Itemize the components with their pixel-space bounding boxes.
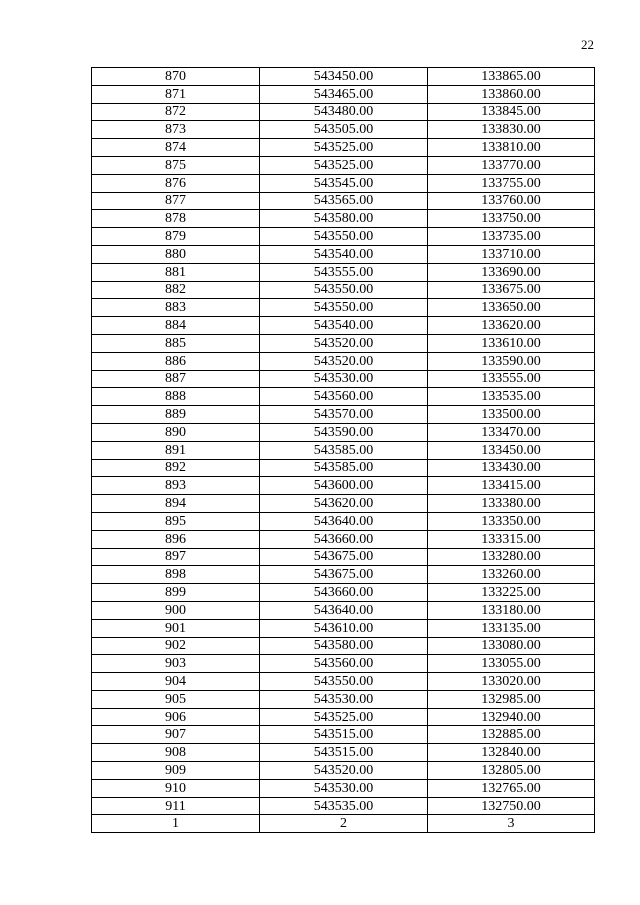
y-coordinate-cell: 133710.00 bbox=[428, 245, 595, 263]
y-coordinate-cell: 133770.00 bbox=[428, 156, 595, 174]
x-coordinate-cell: 543580.00 bbox=[260, 210, 428, 228]
x-coordinate-cell: 543620.00 bbox=[260, 495, 428, 513]
point-number-cell: 889 bbox=[92, 406, 260, 424]
point-number-cell: 896 bbox=[92, 530, 260, 548]
table-row bbox=[92, 441, 595, 459]
point-number-cell: 887 bbox=[92, 370, 260, 388]
table-row bbox=[92, 708, 595, 726]
column-number-2: 2 bbox=[260, 815, 428, 833]
point-number-cell: 886 bbox=[92, 352, 260, 370]
point-number-cell: 876 bbox=[92, 174, 260, 192]
point-number-cell: 906 bbox=[92, 708, 260, 726]
point-number-cell: 888 bbox=[92, 388, 260, 406]
page-number: 22 bbox=[581, 37, 594, 52]
x-coordinate-cell: 543555.00 bbox=[260, 263, 428, 281]
table-row bbox=[92, 263, 595, 281]
table-row bbox=[92, 548, 595, 566]
table-row bbox=[92, 566, 595, 584]
point-number-cell: 874 bbox=[92, 139, 260, 157]
table-row bbox=[92, 601, 595, 619]
point-number-cell: 900 bbox=[92, 601, 260, 619]
x-coordinate-cell: 543540.00 bbox=[260, 317, 428, 335]
y-coordinate-cell: 132885.00 bbox=[428, 726, 595, 744]
table-row bbox=[92, 299, 595, 317]
table-row bbox=[92, 584, 595, 602]
y-coordinate-cell: 133280.00 bbox=[428, 548, 595, 566]
point-number-cell: 895 bbox=[92, 512, 260, 530]
point-number-cell: 902 bbox=[92, 637, 260, 655]
point-number-cell: 903 bbox=[92, 655, 260, 673]
table-row bbox=[92, 637, 595, 655]
table-row bbox=[92, 192, 595, 210]
table-row bbox=[92, 370, 595, 388]
x-coordinate-cell: 543480.00 bbox=[260, 103, 428, 121]
y-coordinate-cell: 133470.00 bbox=[428, 423, 595, 441]
table-row bbox=[92, 139, 595, 157]
y-coordinate-cell: 132985.00 bbox=[428, 690, 595, 708]
x-coordinate-cell: 543600.00 bbox=[260, 477, 428, 495]
y-coordinate-cell: 133735.00 bbox=[428, 228, 595, 246]
y-coordinate-cell: 133830.00 bbox=[428, 121, 595, 139]
x-coordinate-cell: 543610.00 bbox=[260, 619, 428, 637]
x-coordinate-cell: 543520.00 bbox=[260, 334, 428, 352]
point-number-cell: 878 bbox=[92, 210, 260, 228]
x-coordinate-cell: 543530.00 bbox=[260, 370, 428, 388]
y-coordinate-cell: 133675.00 bbox=[428, 281, 595, 299]
x-coordinate-cell: 543545.00 bbox=[260, 174, 428, 192]
table-row bbox=[92, 779, 595, 797]
x-coordinate-cell: 543450.00 bbox=[260, 68, 428, 86]
x-coordinate-cell: 543675.00 bbox=[260, 566, 428, 584]
point-number-cell: 870 bbox=[92, 68, 260, 86]
column-number-1: 1 bbox=[92, 815, 260, 833]
y-coordinate-cell: 133650.00 bbox=[428, 299, 595, 317]
y-coordinate-cell: 133350.00 bbox=[428, 512, 595, 530]
table-row bbox=[92, 530, 595, 548]
y-coordinate-cell: 133055.00 bbox=[428, 655, 595, 673]
x-coordinate-cell: 543675.00 bbox=[260, 548, 428, 566]
x-coordinate-cell: 543505.00 bbox=[260, 121, 428, 139]
table-row bbox=[92, 245, 595, 263]
x-coordinate-cell: 543525.00 bbox=[260, 139, 428, 157]
table-row bbox=[92, 388, 595, 406]
y-coordinate-cell: 133760.00 bbox=[428, 192, 595, 210]
y-coordinate-cell: 132940.00 bbox=[428, 708, 595, 726]
point-number-cell: 875 bbox=[92, 156, 260, 174]
point-number-cell: 877 bbox=[92, 192, 260, 210]
point-number-cell: 879 bbox=[92, 228, 260, 246]
x-coordinate-cell: 543540.00 bbox=[260, 245, 428, 263]
table-row bbox=[92, 281, 595, 299]
x-coordinate-cell: 543525.00 bbox=[260, 708, 428, 726]
x-coordinate-cell: 543515.00 bbox=[260, 744, 428, 762]
table-row bbox=[92, 334, 595, 352]
point-number-cell: 911 bbox=[92, 797, 260, 815]
y-coordinate-cell: 133750.00 bbox=[428, 210, 595, 228]
table-row bbox=[92, 619, 595, 637]
x-coordinate-cell: 543530.00 bbox=[260, 779, 428, 797]
point-number-cell: 882 bbox=[92, 281, 260, 299]
y-coordinate-cell: 133555.00 bbox=[428, 370, 595, 388]
table-row bbox=[92, 121, 595, 139]
column-number-row bbox=[92, 815, 595, 833]
x-coordinate-cell: 543570.00 bbox=[260, 406, 428, 424]
y-coordinate-cell: 133020.00 bbox=[428, 673, 595, 691]
point-number-cell: 880 bbox=[92, 245, 260, 263]
table-row bbox=[92, 352, 595, 370]
point-number-cell: 873 bbox=[92, 121, 260, 139]
y-coordinate-cell: 133135.00 bbox=[428, 619, 595, 637]
table-row bbox=[92, 762, 595, 780]
y-coordinate-cell: 132765.00 bbox=[428, 779, 595, 797]
y-coordinate-cell: 133500.00 bbox=[428, 406, 595, 424]
table-row bbox=[92, 512, 595, 530]
table-row bbox=[92, 459, 595, 477]
y-coordinate-cell: 133860.00 bbox=[428, 85, 595, 103]
x-coordinate-cell: 543530.00 bbox=[260, 690, 428, 708]
y-coordinate-cell: 133865.00 bbox=[428, 68, 595, 86]
x-coordinate-cell: 543525.00 bbox=[260, 156, 428, 174]
y-coordinate-cell: 133810.00 bbox=[428, 139, 595, 157]
y-coordinate-cell: 133620.00 bbox=[428, 317, 595, 335]
point-number-cell: 884 bbox=[92, 317, 260, 335]
y-coordinate-cell: 133610.00 bbox=[428, 334, 595, 352]
table-row bbox=[92, 655, 595, 673]
x-coordinate-cell: 543585.00 bbox=[260, 441, 428, 459]
x-coordinate-cell: 543640.00 bbox=[260, 512, 428, 530]
x-coordinate-cell: 543550.00 bbox=[260, 299, 428, 317]
point-number-cell: 890 bbox=[92, 423, 260, 441]
x-coordinate-cell: 543550.00 bbox=[260, 281, 428, 299]
table-row bbox=[92, 423, 595, 441]
point-number-cell: 910 bbox=[92, 779, 260, 797]
column-number-3: 3 bbox=[428, 815, 595, 833]
table-row bbox=[92, 726, 595, 744]
point-number-cell: 885 bbox=[92, 334, 260, 352]
point-number-cell: 891 bbox=[92, 441, 260, 459]
table-row bbox=[92, 210, 595, 228]
point-number-cell: 909 bbox=[92, 762, 260, 780]
point-number-cell: 897 bbox=[92, 548, 260, 566]
y-coordinate-cell: 132750.00 bbox=[428, 797, 595, 815]
table-row bbox=[92, 797, 595, 815]
point-number-cell: 894 bbox=[92, 495, 260, 513]
table-row bbox=[92, 406, 595, 424]
y-coordinate-cell: 133535.00 bbox=[428, 388, 595, 406]
table-row bbox=[92, 156, 595, 174]
table-row bbox=[92, 317, 595, 335]
x-coordinate-cell: 543565.00 bbox=[260, 192, 428, 210]
point-number-cell: 908 bbox=[92, 744, 260, 762]
point-number-cell: 905 bbox=[92, 690, 260, 708]
table-row bbox=[92, 690, 595, 708]
y-coordinate-cell: 133080.00 bbox=[428, 637, 595, 655]
x-coordinate-cell: 543640.00 bbox=[260, 601, 428, 619]
table-row bbox=[92, 744, 595, 762]
y-coordinate-cell: 133225.00 bbox=[428, 584, 595, 602]
table-row bbox=[92, 673, 595, 691]
point-number-cell: 872 bbox=[92, 103, 260, 121]
y-coordinate-cell: 133260.00 bbox=[428, 566, 595, 584]
y-coordinate-cell: 133845.00 bbox=[428, 103, 595, 121]
y-coordinate-cell: 133415.00 bbox=[428, 477, 595, 495]
table-row bbox=[92, 174, 595, 192]
x-coordinate-cell: 543660.00 bbox=[260, 584, 428, 602]
x-coordinate-cell: 543560.00 bbox=[260, 655, 428, 673]
x-coordinate-cell: 543580.00 bbox=[260, 637, 428, 655]
x-coordinate-cell: 543560.00 bbox=[260, 388, 428, 406]
table-row bbox=[92, 228, 595, 246]
y-coordinate-cell: 133180.00 bbox=[428, 601, 595, 619]
point-number-cell: 892 bbox=[92, 459, 260, 477]
y-coordinate-cell: 132840.00 bbox=[428, 744, 595, 762]
x-coordinate-cell: 543550.00 bbox=[260, 673, 428, 691]
point-number-cell: 871 bbox=[92, 85, 260, 103]
point-number-cell: 893 bbox=[92, 477, 260, 495]
table-row bbox=[92, 85, 595, 103]
y-coordinate-cell: 133380.00 bbox=[428, 495, 595, 513]
x-coordinate-cell: 543535.00 bbox=[260, 797, 428, 815]
y-coordinate-cell: 133590.00 bbox=[428, 352, 595, 370]
x-coordinate-cell: 543585.00 bbox=[260, 459, 428, 477]
x-coordinate-cell: 543550.00 bbox=[260, 228, 428, 246]
table-row bbox=[92, 495, 595, 513]
point-number-cell: 901 bbox=[92, 619, 260, 637]
x-coordinate-cell: 543515.00 bbox=[260, 726, 428, 744]
point-number-cell: 904 bbox=[92, 673, 260, 691]
x-coordinate-cell: 543660.00 bbox=[260, 530, 428, 548]
table-row bbox=[92, 477, 595, 495]
coordinates-table-body bbox=[92, 68, 595, 833]
point-number-cell: 881 bbox=[92, 263, 260, 281]
y-coordinate-cell: 133755.00 bbox=[428, 174, 595, 192]
point-number-cell: 907 bbox=[92, 726, 260, 744]
y-coordinate-cell: 133315.00 bbox=[428, 530, 595, 548]
point-number-cell: 899 bbox=[92, 584, 260, 602]
y-coordinate-cell: 133430.00 bbox=[428, 459, 595, 477]
table-row bbox=[92, 103, 595, 121]
y-coordinate-cell: 133450.00 bbox=[428, 441, 595, 459]
x-coordinate-cell: 543520.00 bbox=[260, 762, 428, 780]
coordinates-table bbox=[91, 67, 595, 833]
table-row bbox=[92, 68, 595, 86]
x-coordinate-cell: 543590.00 bbox=[260, 423, 428, 441]
y-coordinate-cell: 132805.00 bbox=[428, 762, 595, 780]
y-coordinate-cell: 133690.00 bbox=[428, 263, 595, 281]
point-number-cell: 898 bbox=[92, 566, 260, 584]
x-coordinate-cell: 543465.00 bbox=[260, 85, 428, 103]
x-coordinate-cell: 543520.00 bbox=[260, 352, 428, 370]
point-number-cell: 883 bbox=[92, 299, 260, 317]
